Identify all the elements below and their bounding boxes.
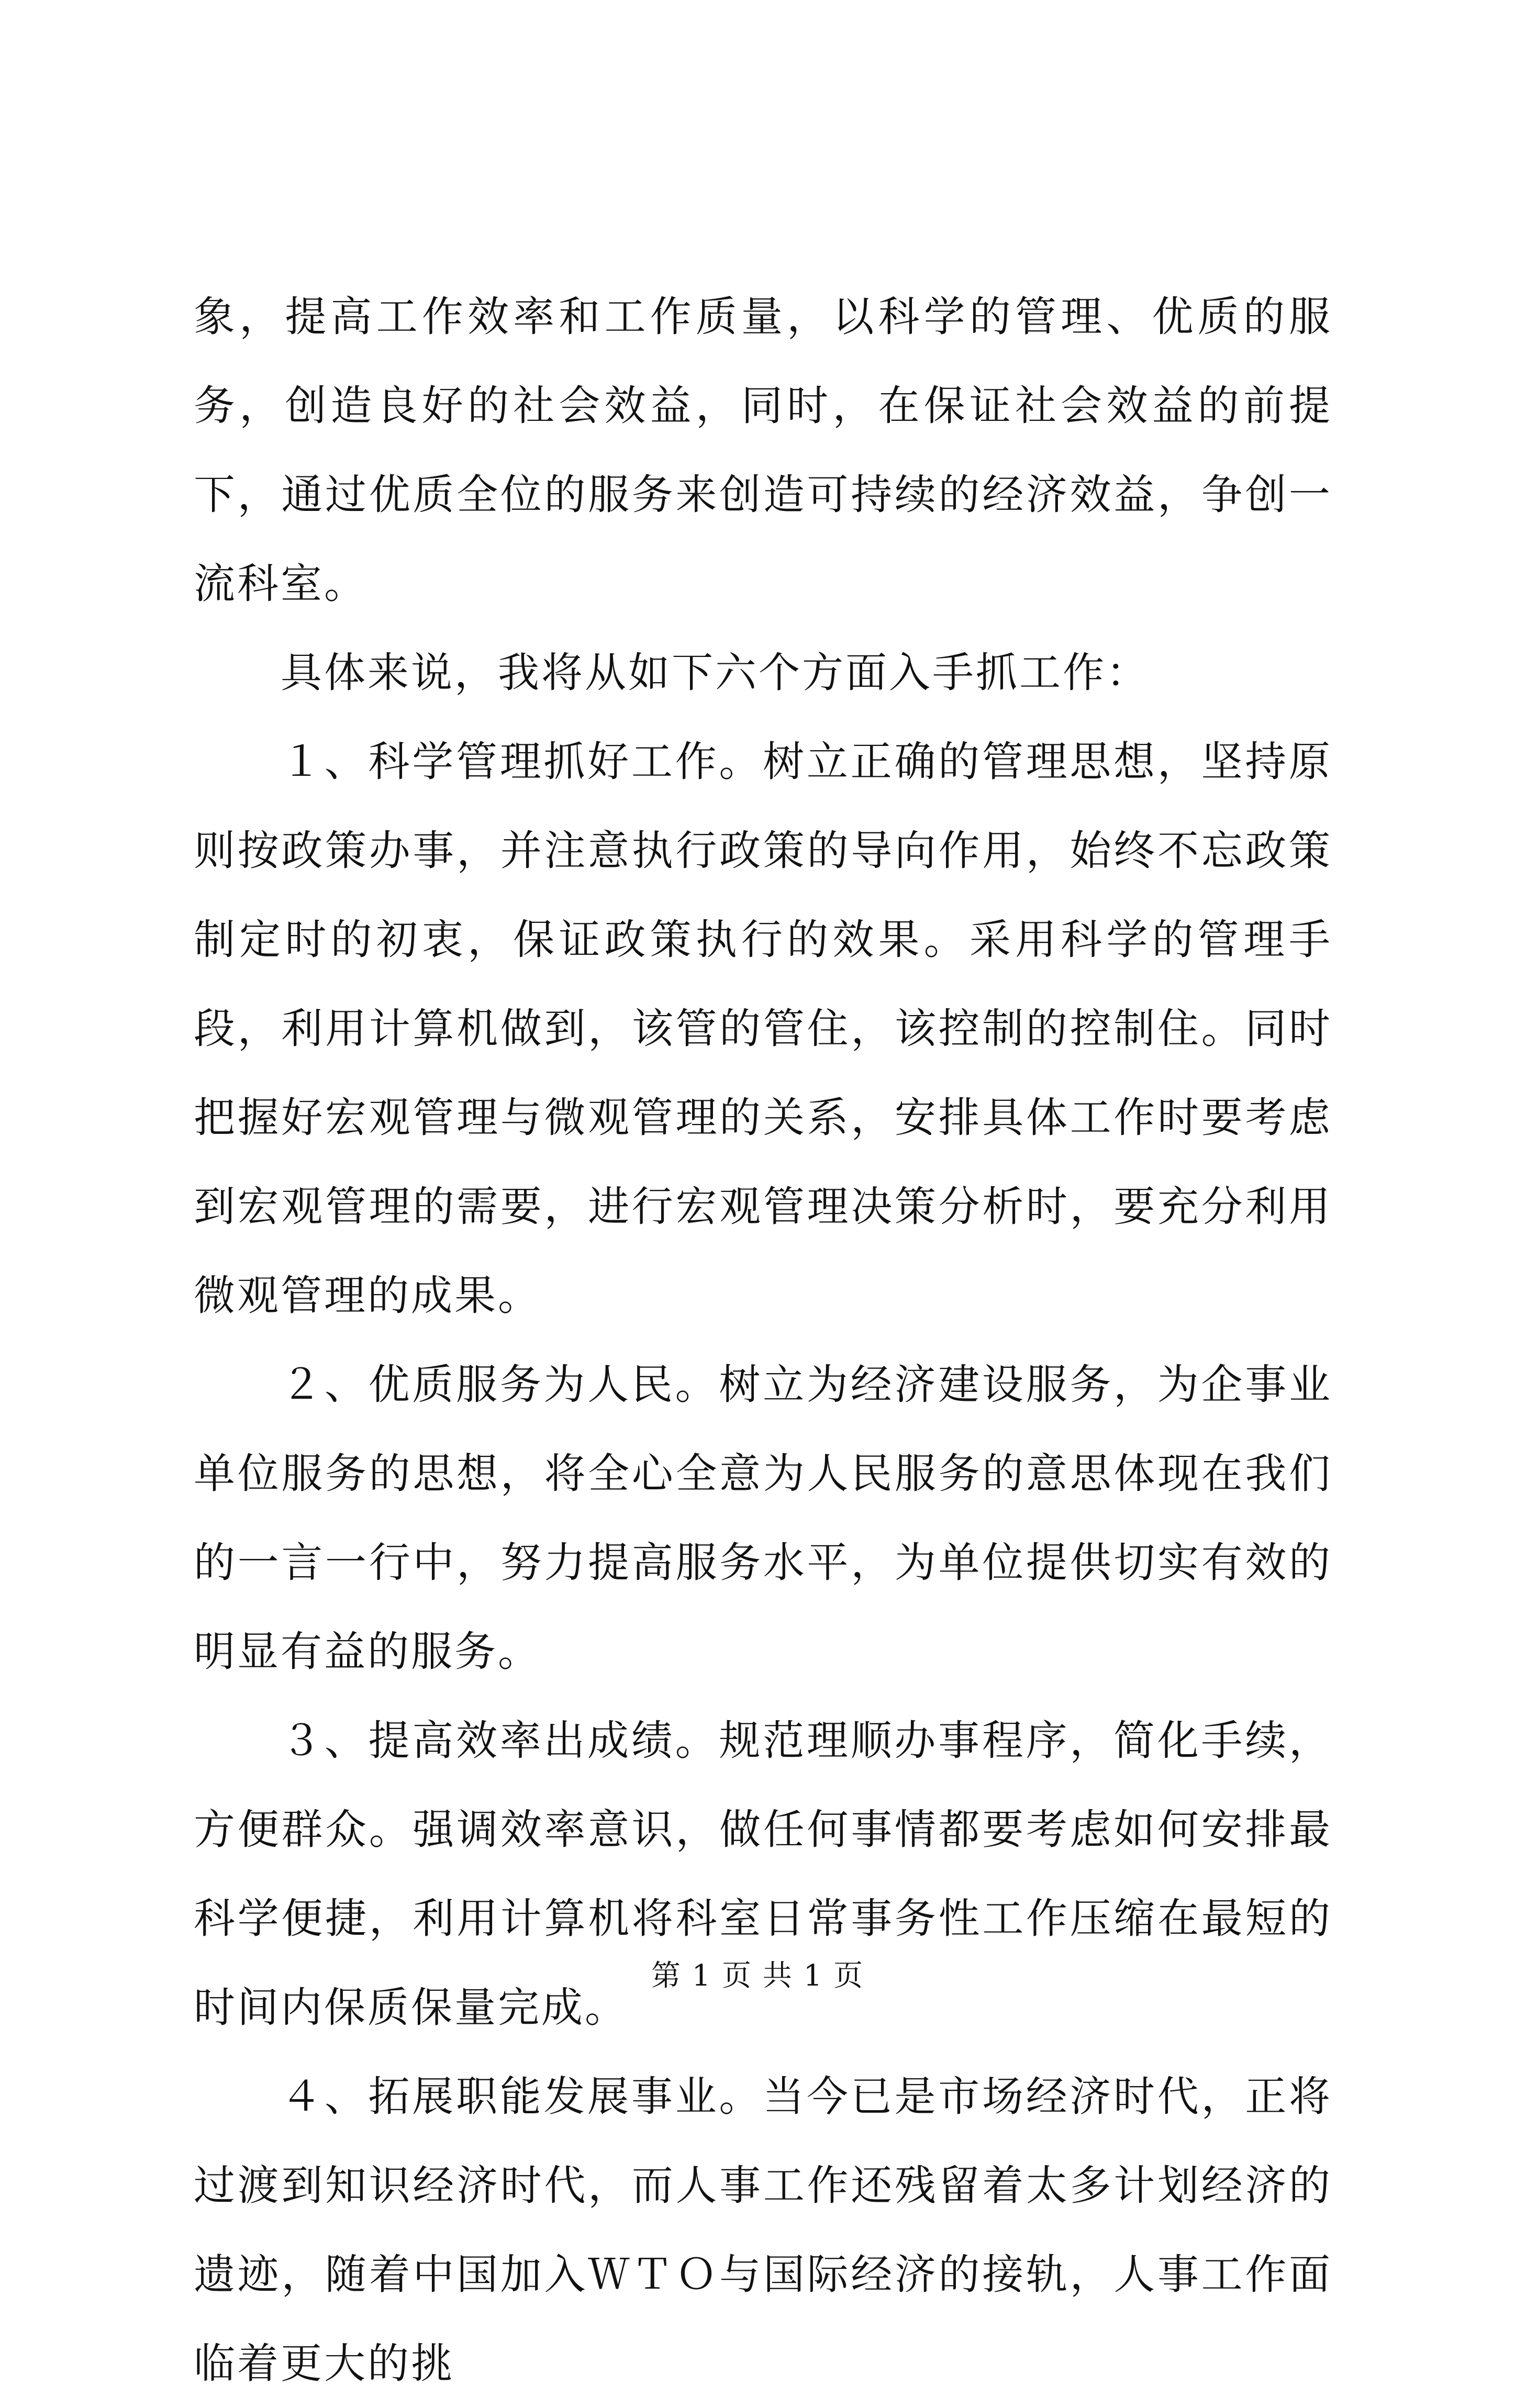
paragraph-item-1: １、科学管理抓好工作。树立正确的管理思想，坚持原则按政策办事，并注意执行政策的导向作用，始终不忘政策制定时的初衷，保证政策执行的效果。采用科学的管理手段，利用计算机做到，该管的管住，该控制的控制住。同时把握好宏观管理与微观管理的关系，安排具体工作时要考虑到宏观管理的需要，进行宏观管理决策分析时，要充分利用微观管理的成果。: [194, 738, 1332, 1320]
paragraph-continuation: 象，提高工作效率和工作质量，以科学的管理、优质的服务，创造良好的社会效益，同时，在保证社会效益的前提下，通过优质全位的服务来创造可持续的经济效益，争创一流科室。: [194, 293, 1332, 608]
paragraph-item-4: ４、拓展职能发展事业。当今已是市场经济时代，正将过渡到知识经济时代，而人事工作还残留着太多计划经济的遗迹，随着中国加入ＷＴＯ与国际经济的接轨，人事工作面临着更大的挑: [194, 2072, 1332, 2388]
page-footer: 第 1 页 共 1 页: [651, 1959, 864, 1993]
paragraph-intro: 具体来说，我将从如下六个方面入手抓工作：: [281, 649, 1150, 697]
document-body: [194, 272, 1332, 2408]
paragraph-item-2: ２、优质服务为人民。树立为经济建设服务，为企事业单位服务的思想，将全心全意为人民服务的意思体现在我们的一言一行中，努力提高服务水平，为单位提供切实有效的明显有益的服务。: [194, 1361, 1332, 1676]
paragraph-item-3: ３、提高效率出成绩。规范理顺办事程序，简化手续，方便群众。强调效率意识，做任何事情都要考虑如何安排最科学便捷，利用计算机将科室日常事务性工作压缩在最短的时间内保质保量完成。: [194, 1716, 1332, 2032]
